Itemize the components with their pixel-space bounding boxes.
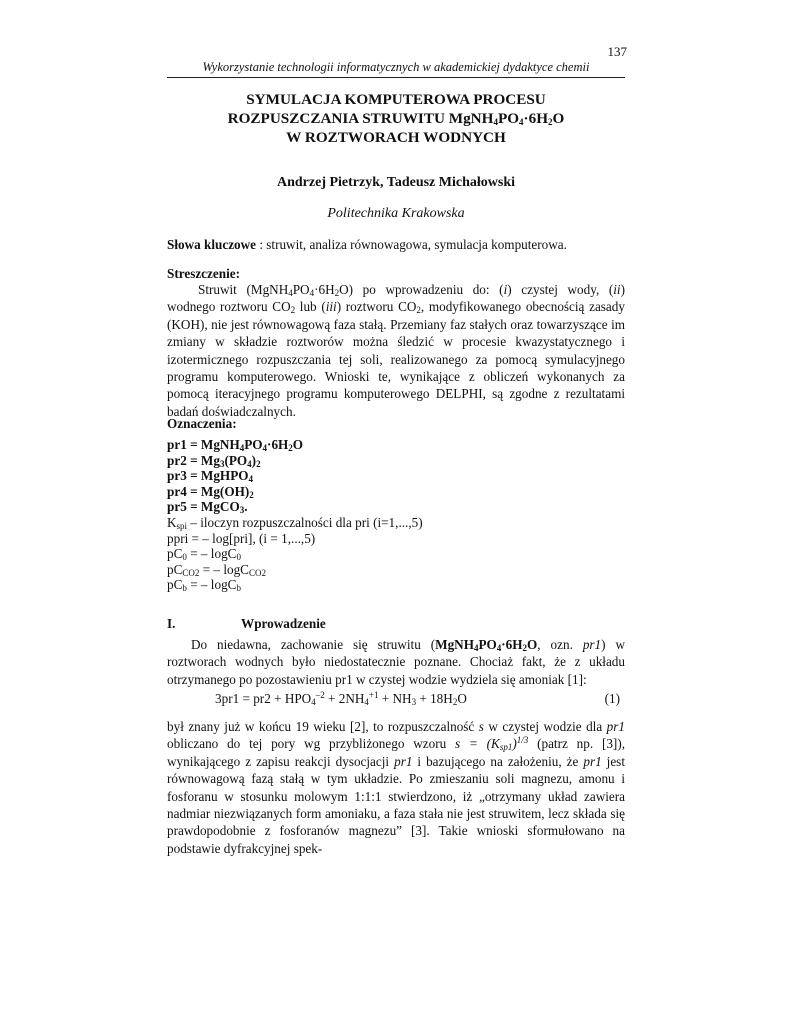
notation-heading: Oznaczenia:	[167, 416, 237, 431]
section-heading	[167, 616, 326, 632]
title-line-1: SYMULACJA KOMPUTEROWA PROCESU	[246, 91, 546, 108]
notation-ksp: $K_{spi}$ – iloczyn rozpuszczalności dla pri (i=1,...,5)	[167, 514, 423, 531]
title-line-3: W ROZTWORACH WODNYCH	[286, 129, 506, 146]
keywords	[167, 237, 625, 253]
notation-pr3: pr3 = MgHPO$_4$	[167, 468, 254, 485]
affiliation: Politechnika Krakowska	[327, 206, 465, 221]
notation-pc0: $pC_0$ = – logC$_0$	[167, 546, 241, 563]
notation-pr1: $pr1 = MgNH_4PO_4\cdot 6H_2O$	[167, 437, 304, 453]
notation-pcco2: $pC_{CO2}$ = – logC$_{CO2}$	[167, 561, 266, 578]
keywords-label: Słowa kluczowe	[167, 237, 257, 252]
intro-paragraph: Do niedawna, zachowanie się struwitu ($MgNH_4PO_4\cdot 6H_2O$, ozn. pr1) w roztworach wodnych było niedostatecznie poznane. Chociaż fakt, że z układu otrzymanego po pozostawieniu pr1 w czystej wodzie wydziela się amoniak [1]:	[167, 637, 625, 687]
notation-pr4: $pr4 = Mg(OH)_2$	[167, 483, 254, 500]
equation-number: (1)	[604, 691, 620, 706]
keywords-text: : struwit, analiza równowagowa, symulacja komputerowa.	[256, 237, 567, 252]
equation-1: $3pr1 = pr2 + HPO_4^{-2} + 2NH_4^{+1} + NH_3 + 18H_2O$ (1)	[215, 690, 620, 707]
running-head: Wykorzystanie technologii informatycznych w akademickiej dydaktyce chemii	[202, 60, 590, 74]
page-number: 137	[607, 44, 627, 59]
notation-pr2: $pr2 = Mg_3(PO_4)_2$	[167, 452, 261, 469]
notation-pr5: pr5 = MgCO$_3$.	[167, 499, 248, 516]
authors: Andrzej Pietrzyk, Tadeusz Michałowski	[277, 175, 515, 190]
abstract-heading: Streszczenie:	[167, 266, 240, 281]
body-paragraph: był znany już w końcu 19 wieku [2], to rozpuszczalność s w czystej wodzie dla pr1 obliczano do tej pory wg przybliżonego wzoru $s = (K_{sp1})^{1/3}$ (patrz np. [3]), wynikającego z zapisu reakcji dysocjacji pr1 i bazującego na założeniu, że pr1 jest równowagową fazą stałą w tym układzie. Po zmieszaniu soli magnezu, amonu i fosforanu w stosunku molowym 1:1:1 stwierdzono, iż „otrzymany układ zawiera nadmiar niezwiązanych form amoniaku, a faza stała nie jest struwitem, lecz składa się prawdopodobnie z fosforanów magnezu” [3]. Takie wnioski sformułowano na podstawie dyfrakcyjnej spek-	[167, 719, 626, 856]
abstract-body: Struwit $(MgNH_4PO_4\cdot 6H_2O)$ po wprowadzeniu do: (i) czystej wody, (ii) wodnego roztworu $CO_2$ lub (iii) roztworu $CO_2$, modyfikowanego obecnością zasady (KOH), nie jest równowagową faza stałą. Przemiany faz stałych oraz towarzyszące im zmiany w składzie roztworów można śledzić w procesie kwazystatycznego i izotermicznego rozpuszczania tej soli, realizowanego za pomocą symulacyjnego programu komputerowego. Wnioski te, wynikające z obliczeń wykonanych za pomocą iteracyjnego programu komputerowego DELPHI, są zgodne z rezultatami badań doświadczalnych.	[167, 282, 625, 419]
section-number: I.	[167, 616, 176, 631]
section-title: Wprowadzenie	[241, 616, 326, 631]
header-rule	[167, 77, 625, 78]
title-line-2: ROZPUSZCZANIA STRUWITU $MgNH_4PO_4\cdot 6H_2O$	[227, 110, 565, 127]
notation-ppri: ppri = – log[pri], (i = 1,...,5)	[167, 530, 316, 546]
notation-list	[167, 437, 423, 593]
paper-title	[167, 90, 625, 147]
notation-pcb: $pC_b$ = – logC$_b$	[167, 577, 241, 594]
